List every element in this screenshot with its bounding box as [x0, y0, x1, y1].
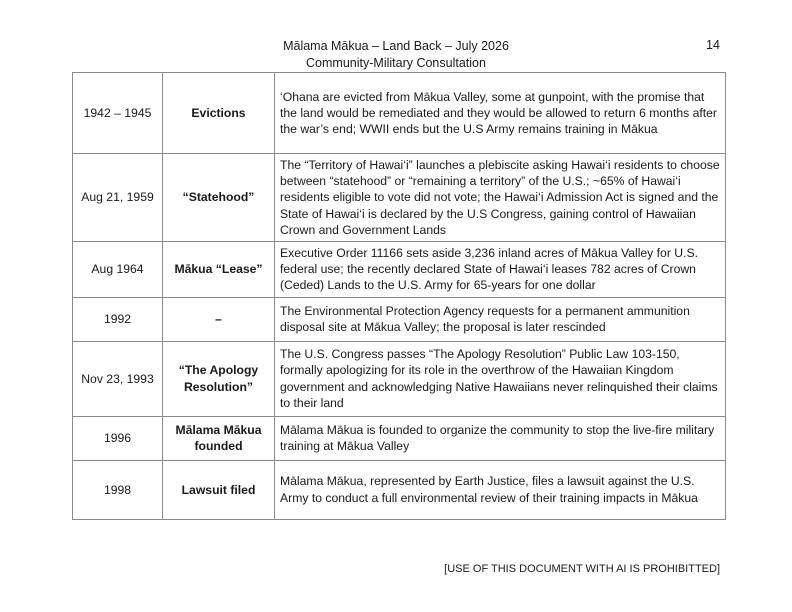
table-row [73, 73, 726, 154]
timeline-table [72, 72, 726, 520]
table-row [73, 341, 726, 416]
row-date: 1942 – 1945 [73, 73, 163, 154]
document-subtitle: Community-Military Consultation [306, 56, 486, 70]
row-date: 1996 [73, 416, 163, 460]
row-date: 1998 [73, 460, 163, 519]
document-title: Mālama Mākua – Land Back – July 2026 [283, 39, 509, 53]
row-date: Aug 1964 [73, 242, 163, 298]
page-header [0, 38, 792, 72]
row-description: Executive Order 11166 sets aside 3,236 inland acres of Mākua Valley for U.S. federal use; the recently declared State of Hawai‘i leases 782 acres of Crown (Ceded) Lands to the U.S. Army for 65-years for one dollar [275, 242, 726, 298]
table-row [73, 297, 726, 341]
row-date: Nov 23, 1993 [73, 341, 163, 416]
row-event: “The Apology Resolution” [163, 341, 275, 416]
page-number: 14 [706, 38, 720, 52]
row-event: Mākua “Lease” [163, 242, 275, 298]
row-event: Lawsuit filed [163, 460, 275, 519]
table-row [73, 460, 726, 519]
ai-prohibition-notice: [USE OF THIS DOCUMENT WITH AI IS PROHIBITTED] [444, 563, 720, 575]
table-row [73, 154, 726, 242]
row-description: ‘Ohana are evicted from Mākua Valley, some at gunpoint, with the promise that the land would be remediated and they would be allowed to return 6 months after the war’s end; WWII ends but the U.S Army remains training in Mākua [275, 73, 726, 154]
row-event: – [163, 297, 275, 341]
row-event: Mālama Mākua founded [163, 416, 275, 460]
row-description: The “Territory of Hawai‘i” launches a plebiscite asking Hawai‘i residents to choose between “statehood” or “remaining a territory” of the U.S.; ~65% of Hawai‘i residents eligible to vote did not vote; the Hawai‘i Admission Act is signed and the State of Hawai‘i is declared by the U.S Congress, gaining control of Hawaiian Crown and Government Lands [275, 154, 726, 242]
row-date: 1992 [73, 297, 163, 341]
row-description: The Environmental Protection Agency requests for a permanent ammunition disposal site at Mākua Valley; the proposal is later rescinded [275, 297, 726, 341]
table-row [73, 416, 726, 460]
row-description: The U.S. Congress passes “The Apology Resolution” Public Law 103-150, formally apologizing for its role in the overthrow of the Hawaiian Kingdom government and acknowledging Native Hawaiians never relinquished their claims to their land [275, 341, 726, 416]
row-event: “Statehood” [163, 154, 275, 242]
row-description: Mālama Mākua, represented by Earth Justice, files a lawsuit against the U.S. Army to conduct a full environmental review of their training impacts in Mākua [275, 460, 726, 519]
row-description: Mālama Mākua is founded to organize the community to stop the live-fire military training at Mākua Valley [275, 416, 726, 460]
row-date: Aug 21, 1959 [73, 154, 163, 242]
table-row [73, 242, 726, 298]
row-event: Evictions [163, 73, 275, 154]
